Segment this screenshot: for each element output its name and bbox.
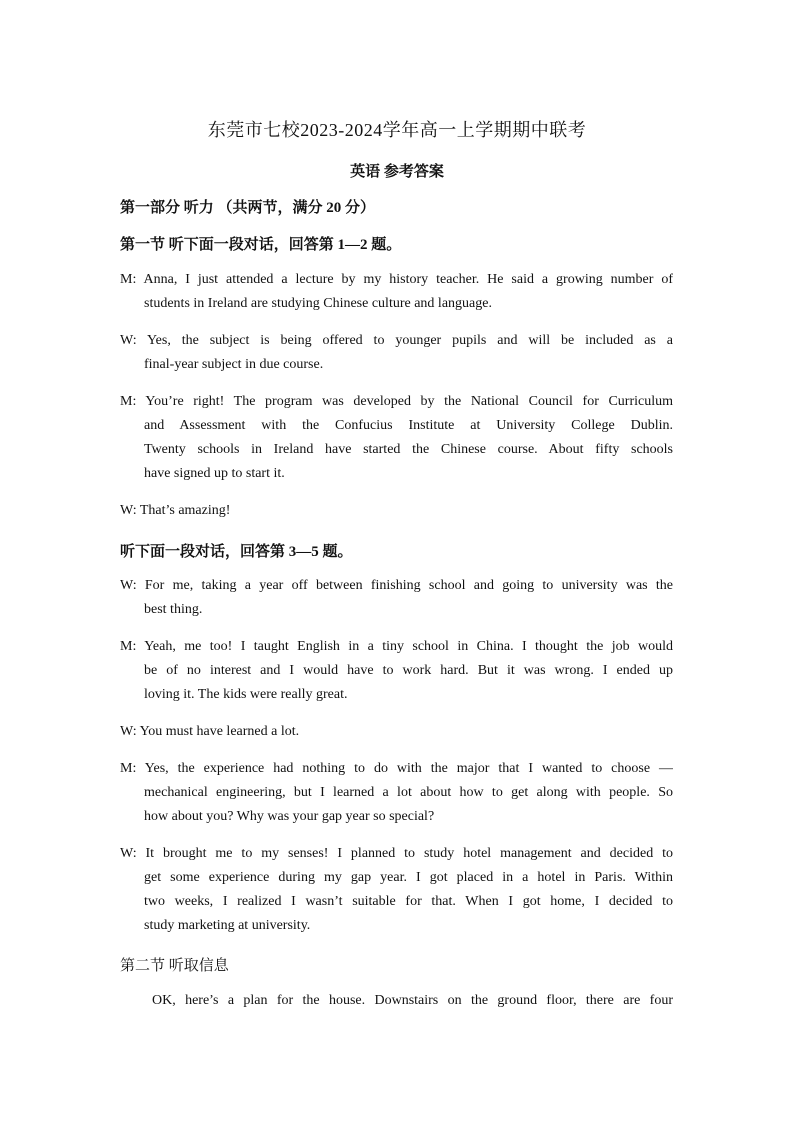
section-one-b-heading: 听下面一段对话，回答第 3—5 题。 (120, 544, 353, 560)
dialogue-line: Twenty schools in Ireland have started the Chinese course. About fifty schools (144, 442, 673, 457)
dialogue-line: get some experience during my gap year. I got placed in a hotel in Paris. Within (144, 870, 673, 885)
dialogue-turn (120, 842, 673, 938)
section-one-heading: 第一节 听下面一段对话，回答第 1—2 题。 (120, 237, 402, 253)
dialogue-line: and Assessment with the Confucius Institute at University College Dublin. (144, 418, 673, 433)
dialogue-line: W: Yes, the subject is being offered to younger pupils and will be included as a (120, 333, 673, 348)
dialogue-turn (120, 268, 673, 316)
monologue-paragraph (120, 989, 673, 1013)
dialogue-line: loving it. The kids were really great. (144, 687, 348, 702)
dialogue-line: have signed up to start it. (144, 466, 285, 481)
dialogue-line: W: It brought me to my senses! I planned to study hotel management and decided to (120, 846, 673, 861)
dialogue-line: study marketing at university. (144, 918, 311, 933)
dialogue-line: final-year subject in due course. (144, 357, 324, 372)
dialogue-line: mechanical engineering, but I learned a lot about how to get along with people. So (144, 785, 673, 800)
dialogue-turn (120, 757, 673, 829)
dialogue-line: how about you? Why was your gap year so special? (144, 809, 435, 824)
dialogue-line: best thing. (144, 602, 203, 617)
dialogue-turn (120, 720, 673, 744)
dialogue-line: be of no interest and I would have to work hard. But it was wrong. I ended up (144, 663, 673, 678)
dialogue-turn (120, 329, 673, 377)
dialogue-line: W: That’s amazing! (120, 503, 231, 518)
dialogue-turn (120, 390, 673, 486)
document-subtitle: 英语 参考答案 (350, 164, 444, 180)
dialogue-line: M: Yeah, me too! I taught English in a tiny school in China. I thought the job would (120, 639, 673, 654)
dialogue-turn (120, 635, 673, 707)
dialogue-line: students in Ireland are studying Chinese culture and language. (144, 296, 492, 311)
dialogue-turn (120, 574, 673, 622)
dialogue-turn (120, 499, 673, 523)
dialogue-line: W: For me, taking a year off between finishing school and going to university was the (120, 578, 673, 593)
dialogue-line: M: Anna, I just attended a lecture by my history teacher. He said a growing number of (120, 272, 673, 287)
dialogue-line: W: You must have learned a lot. (120, 724, 300, 739)
dialogue-line: M: Yes, the experience had nothing to do with the major that I wanted to choose — (120, 761, 673, 776)
dialogue-line: M: You’re right! The program was developed by the National Council for Curriculum (120, 394, 673, 409)
dialogue-line: two weeks, I realized I wasn’t suitable for that. When I got home, I decided to (144, 894, 673, 909)
monologue-line: OK, here’s a plan for the house. Downstairs on the ground floor, there are four (152, 993, 673, 1008)
part-one-heading: 第一部分 听力 （共两节，满分 20 分） (120, 200, 376, 216)
section-two-heading: 第二节 听取信息 (120, 958, 229, 974)
document-title: 东莞市七校2023-2024学年高一上学期期中联考 (207, 120, 587, 140)
